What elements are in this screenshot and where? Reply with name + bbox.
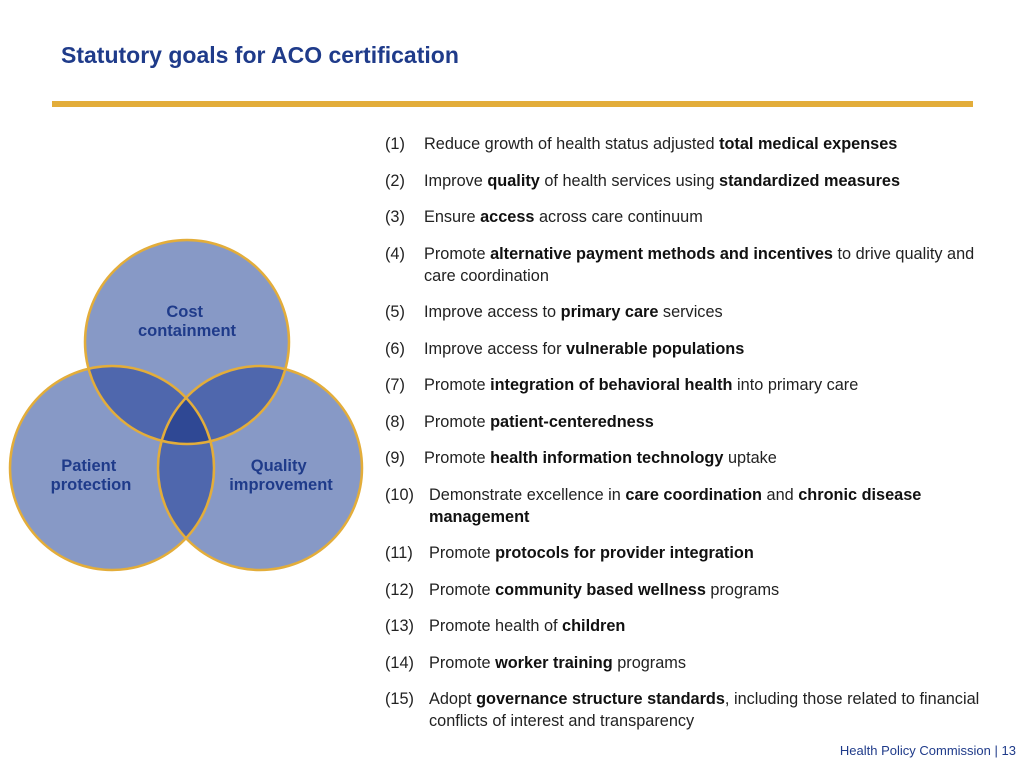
goal-item bbox=[385, 447, 1000, 469]
goal-text-segment: Demonstrate excellence in bbox=[429, 485, 626, 504]
goal-emphasis: patient-centeredness bbox=[490, 412, 654, 431]
goal-item bbox=[385, 615, 1000, 637]
goal-number: (7) bbox=[385, 376, 405, 394]
goal-text-segment: Promote bbox=[424, 244, 491, 263]
goal-text-segment: Improve access to bbox=[424, 303, 561, 321]
footer-separator: | bbox=[994, 743, 998, 758]
goal-text bbox=[424, 374, 1000, 396]
goal-text-segment: and bbox=[762, 485, 799, 504]
goal-text bbox=[424, 206, 1000, 228]
goal-text bbox=[429, 579, 1000, 601]
goal-text-segment: across care continuum bbox=[534, 208, 703, 226]
goal-text-segment: Promote health of bbox=[429, 617, 563, 635]
goal-text bbox=[424, 447, 1000, 469]
goal-text bbox=[424, 301, 1000, 323]
goal-emphasis: children bbox=[562, 617, 626, 635]
venn-label-quality: Quality improvement bbox=[229, 457, 333, 494]
goal-text-segment: Promote bbox=[424, 376, 491, 394]
goal-text bbox=[424, 411, 1000, 433]
goal-emphasis: standardized measures bbox=[719, 171, 901, 190]
goal-number: (13) bbox=[385, 617, 414, 635]
goal-emphasis: protocols for provider integration bbox=[495, 544, 754, 562]
goal-emphasis: alternative payment methods and incentives bbox=[490, 244, 833, 263]
goal-text bbox=[424, 243, 1000, 287]
goal-emphasis: integration of behavioral health bbox=[490, 376, 733, 394]
goal-number: (1) bbox=[385, 135, 405, 153]
goal-emphasis: total medical expenses bbox=[719, 135, 898, 153]
page-title: Statutory goals for ACO certification bbox=[61, 42, 459, 68]
goal-text bbox=[424, 338, 1000, 360]
goal-text-segment: Ensure bbox=[424, 208, 481, 226]
goal-emphasis: vulnerable populations bbox=[566, 339, 745, 358]
goal-emphasis: worker training bbox=[495, 653, 613, 672]
goal-number: (5) bbox=[385, 303, 405, 321]
goal-item bbox=[385, 688, 1000, 732]
goal-emphasis: health information technology bbox=[490, 449, 724, 467]
goal-item bbox=[385, 652, 1000, 674]
goal-number: (3) bbox=[385, 208, 405, 226]
venn-label-cost: Cost containment bbox=[137, 303, 237, 340]
goal-text-segment: Promote bbox=[429, 544, 496, 562]
goal-text bbox=[424, 170, 1000, 192]
goal-item bbox=[385, 301, 1000, 323]
goal-text-segment: Reduce growth of health status adjusted bbox=[424, 135, 720, 153]
goal-text-segment: Adopt bbox=[429, 690, 477, 708]
goal-text-segment: Promote bbox=[424, 449, 491, 467]
goal-item bbox=[385, 579, 1000, 601]
title-divider bbox=[52, 101, 973, 107]
goal-item bbox=[385, 243, 1000, 287]
goal-text-segment: Promote bbox=[424, 412, 491, 431]
goal-item bbox=[385, 374, 1000, 396]
goal-text-segment: to drive quality and care coordination bbox=[424, 244, 975, 285]
goal-text-segment: uptake bbox=[723, 449, 777, 467]
goal-text-segment: Promote bbox=[429, 653, 496, 672]
goals-list bbox=[385, 133, 1000, 747]
goal-text-segment: Improve access for bbox=[424, 339, 567, 358]
goal-text bbox=[424, 133, 1000, 155]
goal-text-segment: , including those related to financial conflicts of interest and transparency bbox=[429, 690, 980, 730]
goal-text-segment: services bbox=[658, 303, 723, 321]
goal-number: (11) bbox=[385, 544, 413, 562]
goal-text bbox=[429, 615, 1000, 637]
goal-text-segment: into primary care bbox=[732, 376, 859, 394]
goal-text-segment: programs bbox=[705, 580, 780, 599]
goal-number: (14) bbox=[385, 653, 414, 672]
goal-text bbox=[429, 484, 1000, 528]
goal-emphasis: community based wellness bbox=[495, 580, 706, 599]
goal-emphasis: governance structure standards bbox=[476, 690, 725, 708]
goal-number: (8) bbox=[385, 412, 405, 431]
venn-label-patient: Patient protection bbox=[50, 457, 132, 494]
goal-item bbox=[385, 338, 1000, 360]
goal-item bbox=[385, 542, 1000, 564]
goal-item bbox=[385, 133, 1000, 155]
goal-item bbox=[385, 484, 1000, 528]
goal-emphasis: primary care bbox=[560, 303, 659, 321]
goal-text-segment: programs bbox=[612, 653, 686, 672]
goal-number: (4) bbox=[385, 244, 405, 263]
footer-org: Health Policy Commission bbox=[839, 743, 991, 758]
goal-item bbox=[385, 411, 1000, 433]
goal-number: (10) bbox=[385, 485, 414, 504]
goal-emphasis: chronic disease management bbox=[429, 485, 922, 526]
goal-item bbox=[385, 206, 1000, 228]
page-number: 13 bbox=[1001, 743, 1016, 758]
goal-item bbox=[385, 170, 1000, 192]
goal-number: (6) bbox=[385, 339, 405, 358]
goal-text-segment: Improve bbox=[424, 171, 488, 190]
goal-emphasis: quality bbox=[487, 171, 540, 190]
footer bbox=[840, 743, 1016, 758]
goal-number: (15) bbox=[385, 690, 414, 708]
goal-text bbox=[429, 542, 1000, 564]
goal-text bbox=[429, 652, 1000, 674]
goal-number: (9) bbox=[385, 449, 405, 467]
goal-number: (12) bbox=[385, 580, 414, 599]
goal-emphasis: care coordination bbox=[625, 485, 763, 504]
goal-text-segment: Promote bbox=[429, 580, 496, 599]
venn-diagram bbox=[0, 230, 380, 580]
goal-text bbox=[429, 688, 1000, 732]
goal-number: (2) bbox=[385, 171, 405, 190]
goal-text-segment: of health services using bbox=[539, 171, 720, 190]
goal-emphasis: access bbox=[480, 208, 535, 226]
